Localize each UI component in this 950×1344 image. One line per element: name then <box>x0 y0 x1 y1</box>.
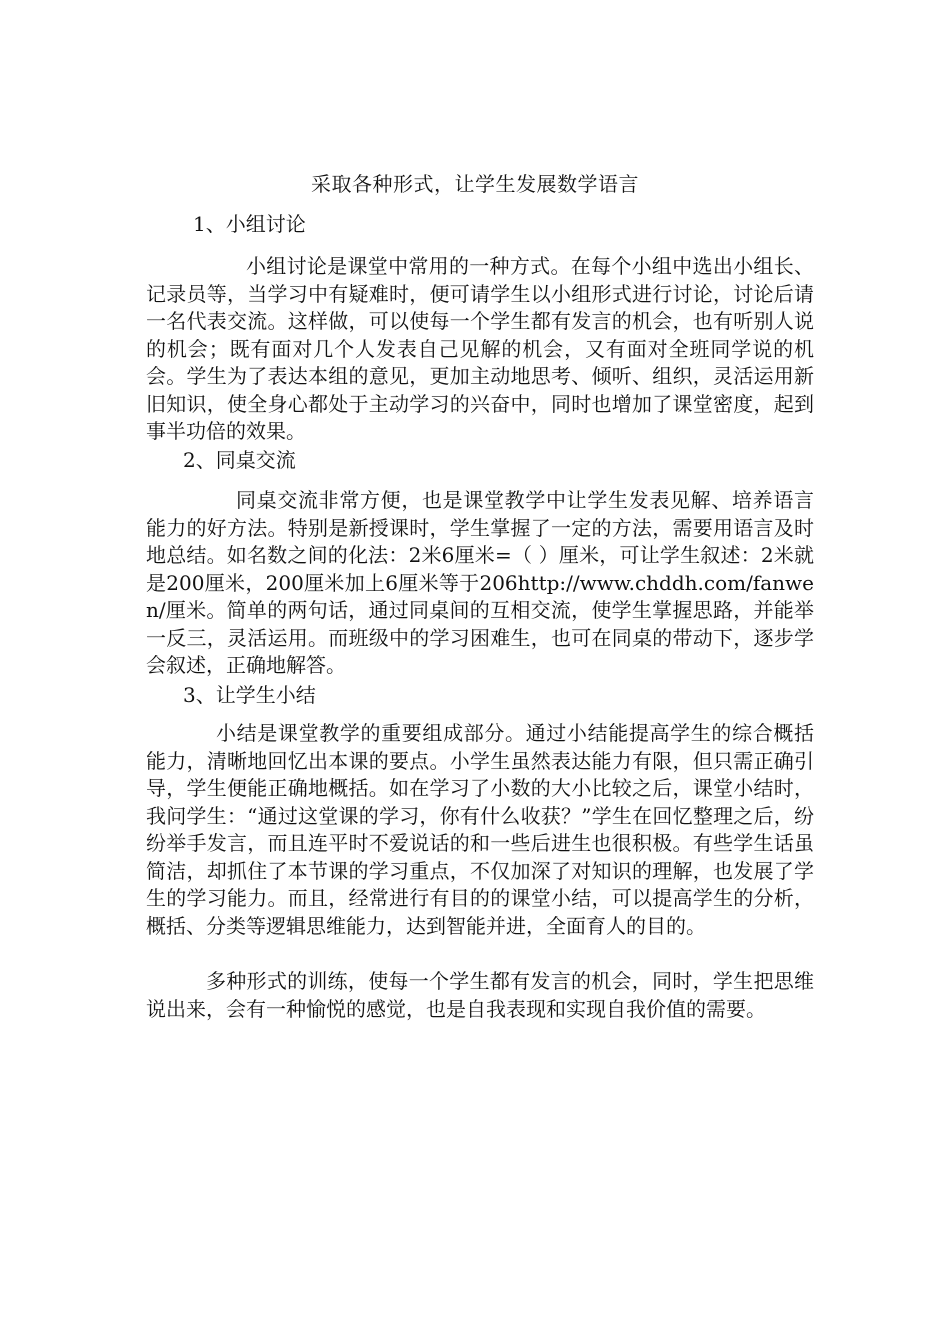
section-paragraph-student-summary: 小结是课堂教学的重要组成部分。通过小结能提高学生的综合概括能力，清晰地回忆出本课的要点。小学生虽然表达能力有限，但只需正确引导，学生便能正确地概括。如在学习了小数的大小比较之后，课堂小结时，我问学生：“通过这堂课的学习，你有什么收获？”学生在回忆整理之后，纷纷举手发言，而且连平时不爱说话的和一些后进生也很积极。有些学生话虽简洁，却抓住了本节课的学习重点，不仅加深了对知识的理解，也发展了学生的学习能力。而且，经常进行有目的的课堂小结，可以提高学生的分析，概括、分类等逻辑思维能力，达到智能并进，全面育人的目的。 <box>146 721 814 938</box>
section-heading-student-summary: 3、让学生小结 <box>183 683 316 707</box>
document-title: 采取各种形式，让学生发展数学语言 <box>311 172 639 196</box>
section-paragraph-desk-mate-exchange: 同桌交流非常方便，也是课堂教学中让学生发表见解、培养语言能力的好方法。特别是新授课时，学生掌握了一定的方法，需要用语言及时地总结。如名数之间的化法：2米6厘米=（ ）厘米，可让学生叙述：2米就是200厘米，200厘米加上6厘米等于206http://www.chddh.com/fanwen/厘米。简单的两句话，通过同桌间的互相交流，使学生掌握思路，并能举一反三，灵活运用。而班级中的学习困难生，也可在同桌的带动下，逐步学会叙述，正确地解答。 <box>146 488 814 677</box>
conclusion-paragraph: 多种形式的训练，使每一个学生都有发言的机会，同时，学生把思维说出来，会有一种愉悦的感觉，也是自我表现和实现自我价值的需要。 <box>146 969 814 1021</box>
section-paragraph-group-discussion: 小组讨论是课堂中常用的一种方式。在每个小组中选出小组长、记录员等，当学习中有疑难时，便可请学生以小组形式进行讨论，讨论后请一名代表交流。这样做，可以使每一个学生都有发言的机会，也有听别人说的机会；既有面对几个人发表自己见解的机会，又有面对全班同学说的机会。学生为了表达本组的意见，更加主动地思考、倾听、组织，灵活运用新旧知识，使全身心都处于主动学习的兴奋中，同时也增加了课堂密度，起到事半功倍的效果。 <box>146 254 814 443</box>
section-heading-desk-mate-exchange: 2、同桌交流 <box>183 448 296 472</box>
section-heading-group-discussion: 1、小组讨论 <box>193 212 306 236</box>
